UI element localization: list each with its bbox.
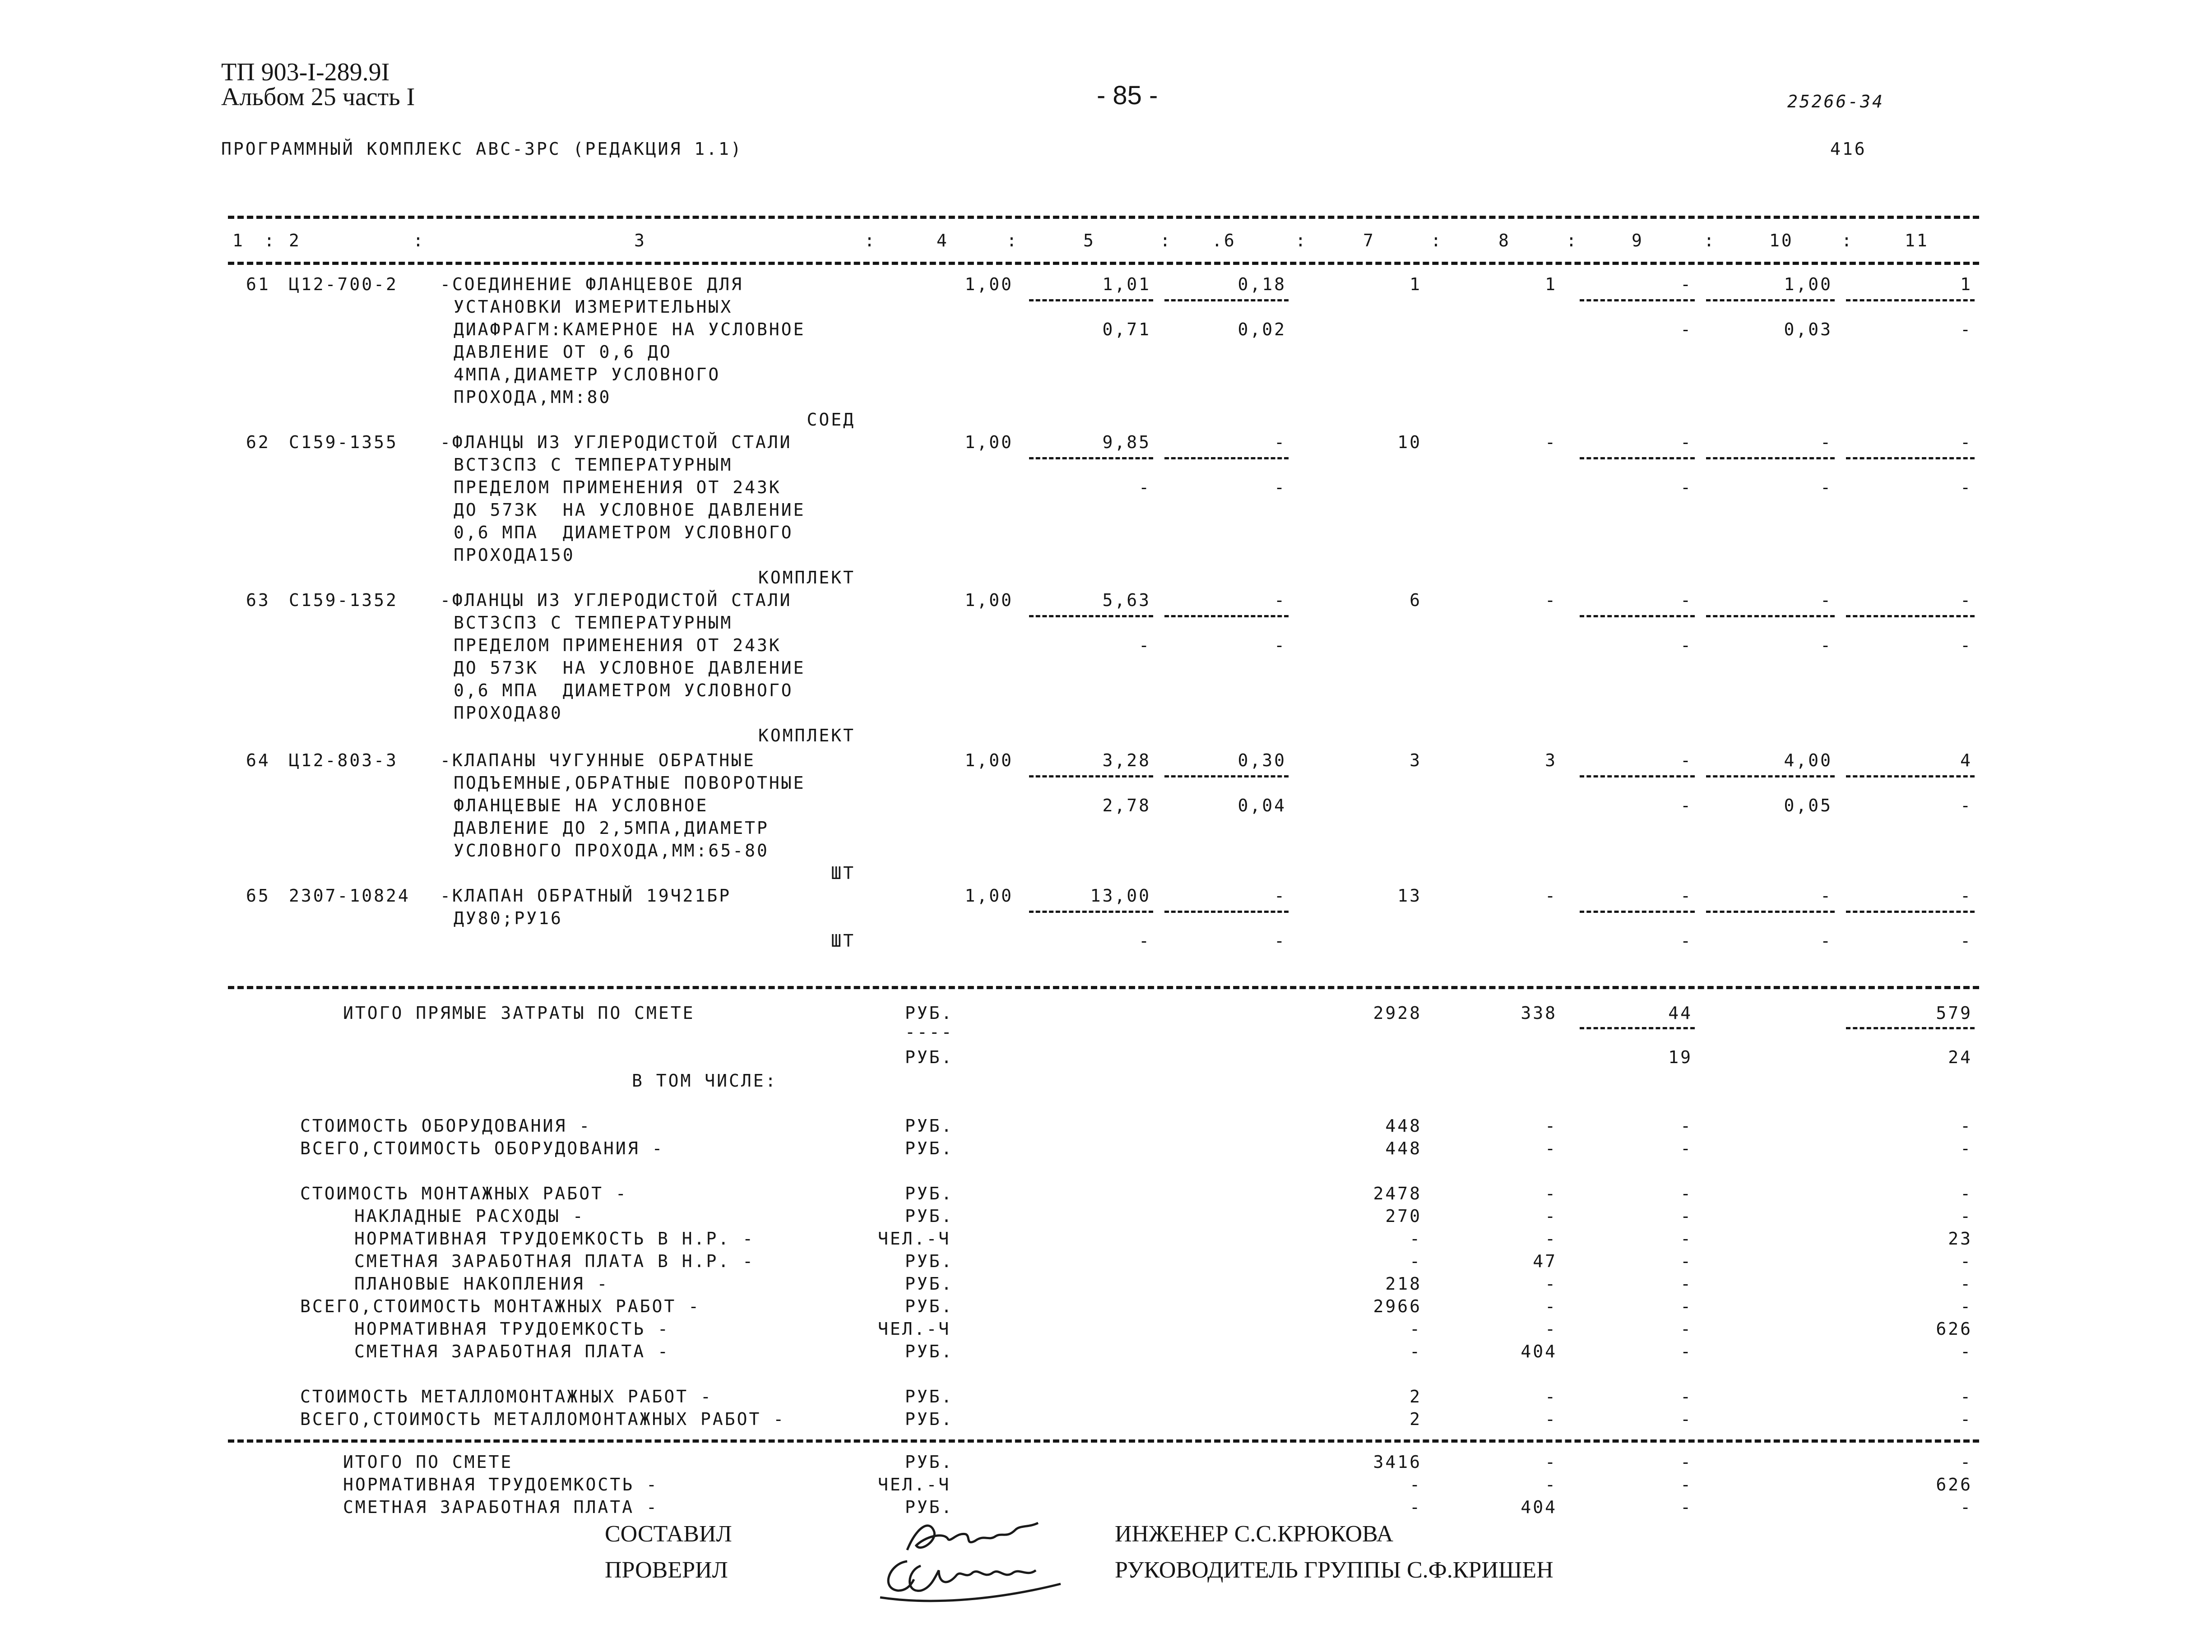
checked-by: РУКОВОДИТЕЛЬ ГРУППЫ С.Ф.КРИШЕН xyxy=(1115,1557,1554,1583)
summary-unit: РУБ. xyxy=(905,1274,954,1294)
summary-unit: РУБ. xyxy=(905,1342,954,1361)
row-col9-sub: - xyxy=(1680,796,1693,815)
row-col8: - xyxy=(1545,432,1557,452)
row-number: 64 xyxy=(246,750,270,770)
summary-label: СТОИМОСТЬ ОБОРУДОВАНИЯ - xyxy=(300,1116,592,1136)
column-header-1: 1 xyxy=(232,231,245,250)
row-number: 61 xyxy=(246,274,270,294)
row-code: Ц12-700-2 xyxy=(289,274,398,294)
cell-divider xyxy=(1029,911,1153,913)
direct-costs-unit: РУБ. xyxy=(905,1003,954,1023)
summary-label: ВСЕГО,СТОИМОСТЬ МОНТАЖНЫХ РАБОТ - xyxy=(300,1296,700,1316)
doc-code: ТП 903-I-289.9I xyxy=(221,58,390,86)
row-number: 63 xyxy=(246,590,270,610)
row-col5: 3,28 xyxy=(1102,750,1151,770)
row-col9-sub: - xyxy=(1680,931,1693,951)
row-description-line: ДО 573К НА УСЛОВНОЕ ДАВЛЕНИЕ xyxy=(454,500,806,520)
summary-col9: - xyxy=(1680,1342,1693,1361)
cell-divider xyxy=(1029,775,1153,777)
column-header-5: 5 xyxy=(1083,231,1095,250)
cell-divider xyxy=(1580,457,1695,459)
row-description-line: ПРОХОДА,ММ:80 xyxy=(454,387,612,407)
row-description-line: ДАВЛЕНИЕ ДО 2,5МПА,ДИАМЕТР xyxy=(454,818,769,838)
summary-col9: - xyxy=(1680,1138,1693,1158)
row-col5: 1,01 xyxy=(1102,274,1151,294)
summary-col7: 218 xyxy=(1385,1274,1422,1294)
summary-unit: РУБ. xyxy=(905,1206,954,1226)
row-col11-sub: - xyxy=(1960,319,1972,339)
summary-col8: - xyxy=(1545,1184,1557,1203)
summary-col7: 2 xyxy=(1410,1387,1422,1407)
row-description-line: ФЛАНЦЕВЫЕ НА УСЛОВНОЕ xyxy=(454,796,709,815)
row-description-line: 4МПА,ДИАМЕТР УСЛОВНОГО xyxy=(454,365,721,384)
summary-unit: РУБ. xyxy=(905,1184,954,1203)
final-total-unit: РУБ. xyxy=(905,1497,954,1517)
row-col6: 0,30 xyxy=(1238,750,1286,770)
checker-signature xyxy=(871,1548,1070,1615)
row-code: С159-1352 xyxy=(289,590,398,610)
row-col9: - xyxy=(1680,432,1693,452)
row-col11-sub: - xyxy=(1960,635,1972,655)
cell-divider xyxy=(1164,775,1289,777)
table-top-rule xyxy=(228,216,1979,219)
summary-col11: - xyxy=(1960,1206,1972,1226)
summary-unit: РУБ. xyxy=(905,1409,954,1429)
row-description-line: 0,6 МПА ДИАМЕТРОМ УСЛОВНОГО xyxy=(454,523,793,542)
summary-col9: - xyxy=(1680,1116,1693,1136)
program-title: ПРОГРАММНЫЙ КОМПЛЕКС АВС-3РС (РЕДАКЦИЯ 1.1) xyxy=(221,139,743,159)
row-quantity: 1,00 xyxy=(965,590,1013,610)
row-col6-sub: 0,04 xyxy=(1238,796,1286,815)
row-unit: СОЕД xyxy=(807,410,855,430)
column-separator: : xyxy=(1006,231,1019,250)
direct-costs-col9-sub: 19 xyxy=(1668,1047,1693,1067)
column-header-4: 4 xyxy=(937,231,949,250)
summary-col8: - xyxy=(1545,1116,1557,1136)
row-quantity: 1,00 xyxy=(965,274,1013,294)
row-col9: - xyxy=(1680,590,1693,610)
summary-col8: - xyxy=(1545,1319,1557,1339)
row-quantity: 1,00 xyxy=(965,750,1013,770)
summary-col7: - xyxy=(1410,1342,1422,1361)
column-header-6: .6 xyxy=(1212,231,1236,250)
final-total-label: НОРМАТИВНАЯ ТРУДОЕМКОСТЬ - xyxy=(343,1475,658,1495)
summary-unit: РУБ. xyxy=(905,1251,954,1271)
row-code: 2307-10824 xyxy=(289,886,410,906)
row-description-line: ВСТ3СП3 С ТЕМПЕРАТУРНЫМ xyxy=(454,455,733,475)
direct-costs-divider-11 xyxy=(1846,1027,1975,1029)
column-separator: : xyxy=(1160,231,1172,250)
cell-divider xyxy=(1029,615,1153,617)
row-description-line: -КЛАПАН ОБРАТНЫЙ 19Ч21БР xyxy=(440,886,732,906)
summary-col7: - xyxy=(1410,1319,1422,1339)
including-label: В ТОМ ЧИСЛЕ: xyxy=(632,1071,778,1091)
summary-col8: - xyxy=(1545,1274,1557,1294)
row-code: С159-1355 xyxy=(289,432,398,452)
summary-col9: - xyxy=(1680,1387,1693,1407)
summary-col9: - xyxy=(1680,1319,1693,1339)
row-col5-sub: - xyxy=(1139,477,1151,497)
summary-col11: - xyxy=(1960,1296,1972,1316)
cell-divider xyxy=(1580,911,1695,913)
final-total-unit: РУБ. xyxy=(905,1452,954,1472)
archive-number: 25266-34 xyxy=(1787,92,1885,111)
direct-costs-col11-sub: 24 xyxy=(1948,1047,1972,1067)
row-col10-sub: - xyxy=(1820,477,1832,497)
summary-col8: - xyxy=(1545,1409,1557,1429)
row-col10-sub: - xyxy=(1820,931,1832,951)
cell-divider xyxy=(1164,299,1289,301)
summary-label: СТОИМОСТЬ МОНТАЖНЫХ РАБОТ - xyxy=(300,1184,628,1203)
cell-divider xyxy=(1580,615,1695,617)
row-col6-sub: - xyxy=(1274,635,1286,655)
summary-col9: - xyxy=(1680,1409,1693,1429)
row-col10: 4,00 xyxy=(1784,750,1832,770)
summary-col11: - xyxy=(1960,1138,1972,1158)
summary-col11: - xyxy=(1960,1409,1972,1429)
cell-divider xyxy=(1164,457,1289,459)
row-col6-sub: - xyxy=(1274,477,1286,497)
row-col6: - xyxy=(1274,590,1286,610)
row-description-line: ДУ80;РУ16 xyxy=(454,908,563,928)
cell-divider xyxy=(1846,299,1975,301)
summary-label: СТОИМОСТЬ МЕТАЛЛОМОНТАЖНЫХ РАБОТ - xyxy=(300,1387,713,1407)
direct-costs-unit-dash: ---- xyxy=(905,1022,954,1042)
row-col6: - xyxy=(1274,432,1286,452)
final-total-col11: - xyxy=(1960,1497,1972,1517)
row-col5: 5,63 xyxy=(1102,590,1151,610)
cell-divider xyxy=(1846,911,1975,913)
row-col9: - xyxy=(1680,274,1693,294)
summary-col8: - xyxy=(1545,1296,1557,1316)
cell-divider xyxy=(1706,457,1835,459)
row-unit: ШТ xyxy=(831,863,855,883)
summary-unit: РУБ. xyxy=(905,1116,954,1136)
row-col8: 1 xyxy=(1545,274,1557,294)
final-total-unit: ЧЕЛ.-Ч xyxy=(878,1475,951,1495)
row-col8: 3 xyxy=(1545,750,1557,770)
row-col9-sub: - xyxy=(1680,635,1693,655)
summary-col9: - xyxy=(1680,1229,1693,1249)
row-description-line: -ФЛАНЦЫ ИЗ УГЛЕРОДИСТОЙ СТАЛИ xyxy=(440,432,792,452)
column-header-7: 7 xyxy=(1363,231,1375,250)
summary-col9: - xyxy=(1680,1206,1693,1226)
header-bottom-rule xyxy=(228,262,1979,265)
summary-unit: РУБ. xyxy=(905,1387,954,1407)
row-col10: - xyxy=(1820,590,1832,610)
row-col9-sub: - xyxy=(1680,477,1693,497)
cell-divider xyxy=(1580,299,1695,301)
row-description-line: 0,6 МПА ДИАМЕТРОМ УСЛОВНОГО xyxy=(454,680,793,700)
cell-divider xyxy=(1706,299,1835,301)
row-col10: - xyxy=(1820,432,1832,452)
row-col11: - xyxy=(1960,886,1972,906)
summary-col8: 47 xyxy=(1533,1251,1557,1271)
row-col8: - xyxy=(1545,590,1557,610)
row-col5-sub: 0,71 xyxy=(1102,319,1151,339)
row-description-line: ДАВЛЕНИЕ ОТ 0,6 ДО xyxy=(454,342,672,362)
summary-col11: - xyxy=(1960,1184,1972,1203)
row-col7: 13 xyxy=(1397,886,1422,906)
row-code: Ц12-803-3 xyxy=(289,750,398,770)
checked-label: ПРОВЕРИЛ xyxy=(605,1557,728,1583)
direct-costs-col7: 2928 xyxy=(1373,1003,1422,1023)
row-col10: 1,00 xyxy=(1784,274,1832,294)
column-separator: : xyxy=(1295,231,1308,250)
summary-label: ВСЕГО,СТОИМОСТЬ ОБОРУДОВАНИЯ - xyxy=(300,1138,664,1158)
column-separator: : xyxy=(864,231,876,250)
column-separator: : xyxy=(1431,231,1443,250)
summary-col11: 23 xyxy=(1948,1229,1972,1249)
row-description-line: -КЛАПАНЫ ЧУГУННЫЕ ОБРАТНЫЕ xyxy=(440,750,756,770)
row-description-line: -СОЕДИНЕНИЕ ФЛАНЦЕВОЕ ДЛЯ xyxy=(440,274,743,294)
row-quantity: 1,00 xyxy=(965,886,1013,906)
row-unit: ШТ xyxy=(831,931,855,951)
summary-col7: 270 xyxy=(1385,1206,1422,1226)
summary-col11: - xyxy=(1960,1387,1972,1407)
row-col10: - xyxy=(1820,886,1832,906)
cell-divider xyxy=(1846,775,1975,777)
direct-costs-col11: 579 xyxy=(1936,1003,1972,1023)
final-total-label: ИТОГО ПО СМЕТЕ xyxy=(343,1452,513,1472)
summary-label: СМЕТНАЯ ЗАРАБОТНАЯ ПЛАТА В Н.Р. - xyxy=(354,1251,755,1271)
final-total-col8: - xyxy=(1545,1452,1557,1472)
row-col11: 1 xyxy=(1960,274,1972,294)
row-col5-sub: - xyxy=(1139,931,1151,951)
row-description-line: ПРОХОДА150 xyxy=(454,545,575,565)
final-total-col7: - xyxy=(1410,1497,1422,1517)
page-number: - 85 - xyxy=(1097,81,1158,110)
summary-unit: ЧЕЛ.-Ч xyxy=(878,1319,951,1339)
column-separator: : xyxy=(413,231,425,250)
row-col10-sub: - xyxy=(1820,635,1832,655)
cell-divider xyxy=(1580,775,1695,777)
summary-col7: - xyxy=(1410,1229,1422,1249)
column-header-11: 11 xyxy=(1905,231,1929,250)
final-total-col11: 626 xyxy=(1936,1475,1972,1495)
row-col6-sub: 0,02 xyxy=(1238,319,1286,339)
row-col9: - xyxy=(1680,886,1693,906)
album-info: Альбом 25 часть I xyxy=(221,83,415,111)
column-header-2: 2 xyxy=(289,231,301,250)
row-unit: КОМПЛЕКТ xyxy=(758,568,855,588)
row-col9-sub: - xyxy=(1680,319,1693,339)
column-header-8: 8 xyxy=(1498,231,1511,250)
row-col8: - xyxy=(1545,886,1557,906)
row-number: 62 xyxy=(246,432,270,452)
summary-col11: - xyxy=(1960,1251,1972,1271)
row-unit: КОМПЛЕКТ xyxy=(758,726,855,745)
column-separator: : xyxy=(1841,231,1854,250)
final-total-col8: - xyxy=(1545,1475,1557,1495)
summary-col9: - xyxy=(1680,1251,1693,1271)
summary-col8: - xyxy=(1545,1138,1557,1158)
column-header-3: 3 xyxy=(634,231,646,250)
final-total-col9: - xyxy=(1680,1475,1693,1495)
row-col5: 9,85 xyxy=(1102,432,1151,452)
row-col11-sub: - xyxy=(1960,477,1972,497)
cell-divider xyxy=(1706,775,1835,777)
final-total-col7: 3416 xyxy=(1373,1452,1422,1472)
row-col5: 13,00 xyxy=(1090,886,1151,906)
summary-col8: - xyxy=(1545,1229,1557,1249)
row-col10-sub: 0,03 xyxy=(1784,319,1832,339)
row-col5-sub: 2,78 xyxy=(1102,796,1151,815)
summary-label: ПЛАНОВЫЕ НАКОПЛЕНИЯ - xyxy=(354,1274,609,1294)
rows-end-rule xyxy=(228,986,1979,989)
row-col11: - xyxy=(1960,432,1972,452)
row-col7: 3 xyxy=(1410,750,1422,770)
cell-divider xyxy=(1164,615,1289,617)
compiled-label: СОСТАВИЛ xyxy=(605,1521,732,1547)
summary-col7: - xyxy=(1410,1251,1422,1271)
sheet-number: 416 xyxy=(1830,139,1867,159)
row-col9: - xyxy=(1680,750,1693,770)
summary-label: НАКЛАДНЫЕ РАСХОДЫ - xyxy=(354,1206,585,1226)
summary-unit: РУБ. xyxy=(905,1138,954,1158)
row-col6-sub: - xyxy=(1274,931,1286,951)
direct-costs-col8: 338 xyxy=(1521,1003,1557,1023)
summary-col11: - xyxy=(1960,1342,1972,1361)
row-quantity: 1,00 xyxy=(965,432,1013,452)
final-total-col7: - xyxy=(1410,1475,1422,1495)
cell-divider xyxy=(1164,911,1289,913)
summary-col8: - xyxy=(1545,1206,1557,1226)
row-description-line: УСЛОВНОГО ПРОХОДА,ММ:65-80 xyxy=(454,841,769,861)
summary-label: НОРМАТИВНАЯ ТРУДОЕМКОСТЬ В Н.Р. - xyxy=(354,1229,755,1249)
row-col11: 4 xyxy=(1960,750,1972,770)
row-col11-sub: - xyxy=(1960,796,1972,815)
summary-col11: - xyxy=(1960,1116,1972,1136)
cell-divider xyxy=(1706,911,1835,913)
cell-divider xyxy=(1706,615,1835,617)
cell-divider xyxy=(1846,457,1975,459)
summary-col7: 2478 xyxy=(1373,1184,1422,1203)
row-description-line: ВСТ3СП3 С ТЕМПЕРАТУРНЫМ xyxy=(454,613,733,633)
final-total-col9: - xyxy=(1680,1497,1693,1517)
cell-divider xyxy=(1029,457,1153,459)
summary-col7: 448 xyxy=(1385,1116,1422,1136)
row-description-line: ПРЕДЕЛОМ ПРИМЕНЕНИЯ ОТ 243К xyxy=(454,477,781,497)
column-separator: : xyxy=(264,231,276,250)
column-separator: : xyxy=(1704,231,1716,250)
direct-costs-divider-9 xyxy=(1580,1027,1695,1029)
summary-col7: 2966 xyxy=(1373,1296,1422,1316)
cell-divider xyxy=(1846,615,1975,617)
final-total-label: СМЕТНАЯ ЗАРАБОТНАЯ ПЛАТА - xyxy=(343,1497,658,1517)
summary-col9: - xyxy=(1680,1274,1693,1294)
row-number: 65 xyxy=(246,886,270,906)
direct-costs-label: ИТОГО ПРЯМЫЕ ЗАТРАТЫ ПО СМЕТЕ xyxy=(343,1003,695,1023)
summary-col11: 626 xyxy=(1936,1319,1972,1339)
summary-col8: - xyxy=(1545,1387,1557,1407)
row-col7: 10 xyxy=(1397,432,1422,452)
summary-col9: - xyxy=(1680,1296,1693,1316)
row-description-line: -ФЛАНЦЫ ИЗ УГЛЕРОДИСТОЙ СТАЛИ xyxy=(440,590,792,610)
column-separator: : xyxy=(1566,231,1578,250)
summary-col7: 2 xyxy=(1410,1409,1422,1429)
final-total-col9: - xyxy=(1680,1452,1693,1472)
final-total-col8: 404 xyxy=(1521,1497,1557,1517)
summary-col7: 448 xyxy=(1385,1138,1422,1158)
row-col7: 1 xyxy=(1410,274,1422,294)
row-description-line: ДО 573К НА УСЛОВНОЕ ДАВЛЕНИЕ xyxy=(454,658,806,678)
row-col7: 6 xyxy=(1410,590,1422,610)
summary-unit: РУБ. xyxy=(905,1296,954,1316)
summary-unit: ЧЕЛ.-Ч xyxy=(878,1229,951,1249)
row-description-line: УСТАНОВКИ ИЗМЕРИТЕЛЬНЫХ xyxy=(454,297,733,317)
cell-divider xyxy=(1029,299,1153,301)
direct-costs-unit-2: РУБ. xyxy=(905,1047,954,1067)
summary-col9: - xyxy=(1680,1184,1693,1203)
summary-label: НОРМАТИВНАЯ ТРУДОЕМКОСТЬ - xyxy=(354,1319,670,1339)
summary-label: ВСЕГО,СТОИМОСТЬ МЕТАЛЛОМОНТАЖНЫХ РАБОТ - xyxy=(300,1409,786,1429)
compiled-by: ИНЖЕНЕР С.С.КРЮКОВА xyxy=(1115,1521,1394,1547)
row-col6: - xyxy=(1274,886,1286,906)
column-header-9: 9 xyxy=(1632,231,1644,250)
row-description-line: ПРОХОДА80 xyxy=(454,703,563,723)
row-description-line: ПРЕДЕЛОМ ПРИМЕНЕНИЯ ОТ 243К xyxy=(454,635,781,655)
row-col5-sub: - xyxy=(1139,635,1151,655)
column-header-10: 10 xyxy=(1769,231,1794,250)
summary-col11: - xyxy=(1960,1274,1972,1294)
row-col10-sub: 0,05 xyxy=(1784,796,1832,815)
final-total-rule xyxy=(228,1439,1979,1443)
summary-col8: 404 xyxy=(1521,1342,1557,1361)
row-col11-sub: - xyxy=(1960,931,1972,951)
row-description-line: ДИАФРАГМ:КАМЕРНОЕ НА УСЛОВНОЕ xyxy=(454,319,806,339)
row-description-line: ПОДЪЕМНЫЕ,ОБРАТНЫЕ ПОВОРОТНЫЕ xyxy=(454,773,806,793)
row-col6: 0,18 xyxy=(1238,274,1286,294)
row-col11: - xyxy=(1960,590,1972,610)
summary-label: СМЕТНАЯ ЗАРАБОТНАЯ ПЛАТА - xyxy=(354,1342,670,1361)
direct-costs-col9: 44 xyxy=(1668,1003,1693,1023)
final-total-col11: - xyxy=(1960,1452,1972,1472)
